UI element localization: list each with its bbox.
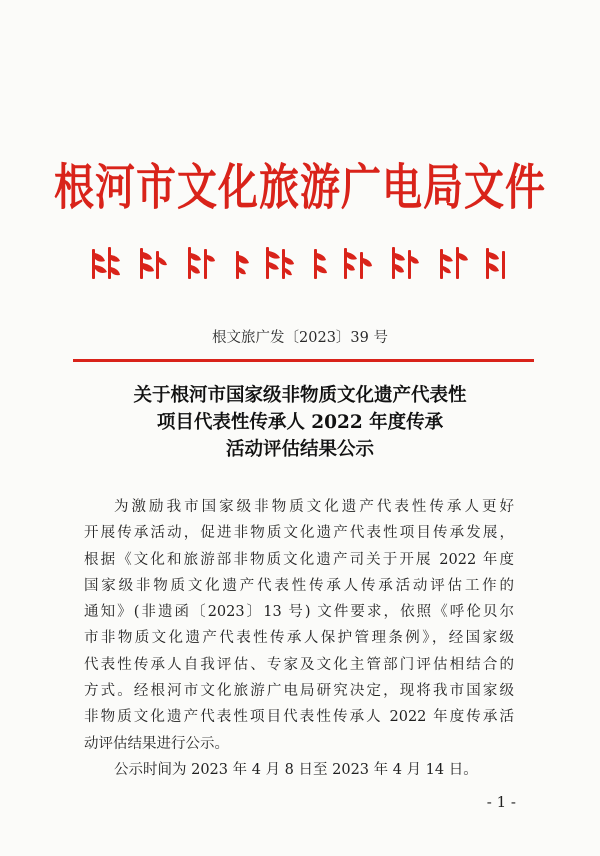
mongolian-word-5: [266, 247, 294, 279]
mongolian-word-6: [314, 249, 327, 279]
body-line: 非物质文化遗产代表性项目代表性传承人 2022 年度传承活: [84, 709, 514, 726]
body-line: 市非物质文化遗产代表性传承人保护管理条例》，经国家级: [84, 630, 514, 647]
document-title-line-3: 活动评估结果公示: [225, 439, 374, 460]
body-line: 根据《文化和旅游部非物质文化遗产司关于开展 2022 年度: [84, 551, 514, 568]
mongolian-word-8: [392, 247, 419, 279]
issuing-organization-title: 根河市文化旅游广电局文件: [54, 159, 546, 217]
mongolian-word-10: [486, 248, 505, 279]
document-body: [84, 494, 514, 783]
document-title-line-2: 项目代表性传承人 2022 年度传承: [156, 412, 444, 433]
body-line: 国家级非物质文化遗产代表性传承人传承活动评估工作的: [84, 577, 514, 594]
document-title: [0, 382, 600, 463]
body-line: 代表性传承人自我评估、专家及文化主管部门评估相结合的: [84, 656, 514, 673]
mongolian-word-1: [92, 247, 120, 279]
red-divider-line: [73, 359, 534, 362]
body-line: 开展传承活动，促进非物质文化遗产代表性项目传承发展，: [84, 525, 514, 542]
publicity-period: 公示时间为 2023 年 4 月 8 日至 2023 年 4 月 14 日。: [114, 761, 478, 778]
body-line: 动评估结果进行公示。: [84, 735, 229, 752]
body-line: 为激励我市国家级非物质文化遗产代表性传承人更好: [114, 499, 514, 515]
mongolian-word-3: [188, 247, 215, 279]
body-line: 通知》(非遗函〔2023〕13 号) 文件要求，依照《呼伦贝尔: [84, 604, 514, 621]
mongolian-word-2: [140, 248, 167, 279]
mongolian-word-7: [344, 248, 372, 279]
mongolian-word-4: [236, 251, 249, 279]
document-number: 根文旅广发〔2023〕39 号: [212, 330, 388, 346]
body-line: 方式。经根河市文化旅游广电局研究决定，现将我市国家级: [84, 683, 514, 700]
document-title-line-1: 关于根河市国家级非物质文化遗产代表性: [133, 385, 467, 406]
mongolian-word-9: [440, 247, 468, 279]
mongolian-script-line: [88, 243, 513, 283]
page-number: - 1 -: [486, 793, 516, 811]
